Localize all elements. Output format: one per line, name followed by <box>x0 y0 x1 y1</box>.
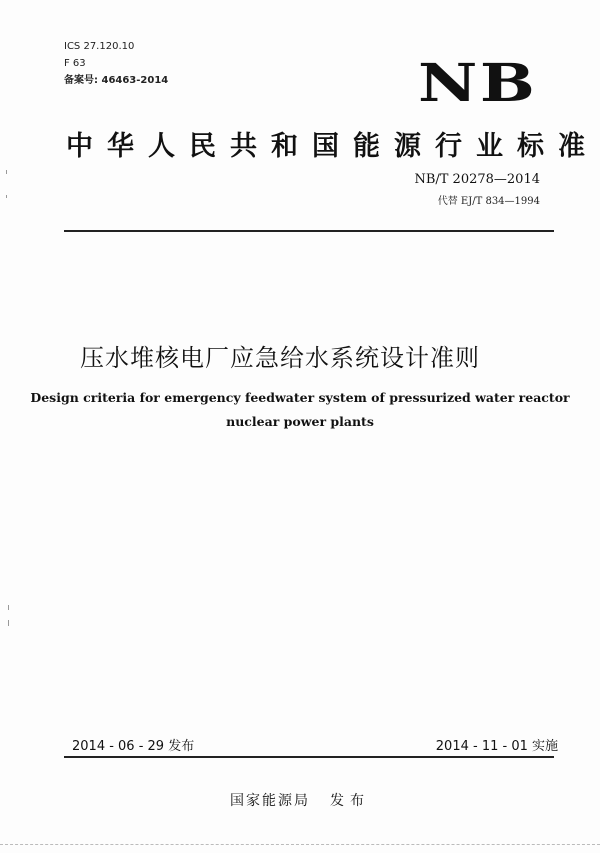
publisher-line <box>0 790 600 810</box>
nb-logo: NB <box>418 53 538 114</box>
scan-artifact <box>8 620 9 626</box>
record-number: 备案号: 46463-2014 <box>64 75 169 86</box>
top-divider <box>64 230 554 232</box>
scan-artifact <box>6 195 7 198</box>
standard-type-heading: 中华人民共和国能源行业标准 <box>66 131 599 162</box>
publisher-name: 国家能源局 <box>230 793 310 809</box>
scan-artifact <box>6 170 7 174</box>
title-english-line1: Design criteria for emergency feedwater system of pressurized water reactor <box>30 390 570 405</box>
page-bottom-edge <box>0 844 600 845</box>
publish-action: 发布 <box>330 793 370 809</box>
bottom-divider <box>64 756 554 758</box>
scan-artifact <box>8 605 9 610</box>
standard-number: NB/T 20278—2014 <box>414 172 540 187</box>
implementation-date: 2014 - 11 - 01 实施 <box>435 739 558 754</box>
title-english-line2: nuclear power plants <box>226 414 374 429</box>
title-chinese: 压水堆核电厂应急给水系统设计准则 <box>80 344 480 372</box>
issue-date: 2014 - 06 - 29 发布 <box>72 739 195 754</box>
ccs-code: F 63 <box>64 58 86 69</box>
replaces-standard: 代替 EJ/T 834—1994 <box>437 196 540 207</box>
ics-code: ICS 27.120.10 <box>64 41 135 52</box>
